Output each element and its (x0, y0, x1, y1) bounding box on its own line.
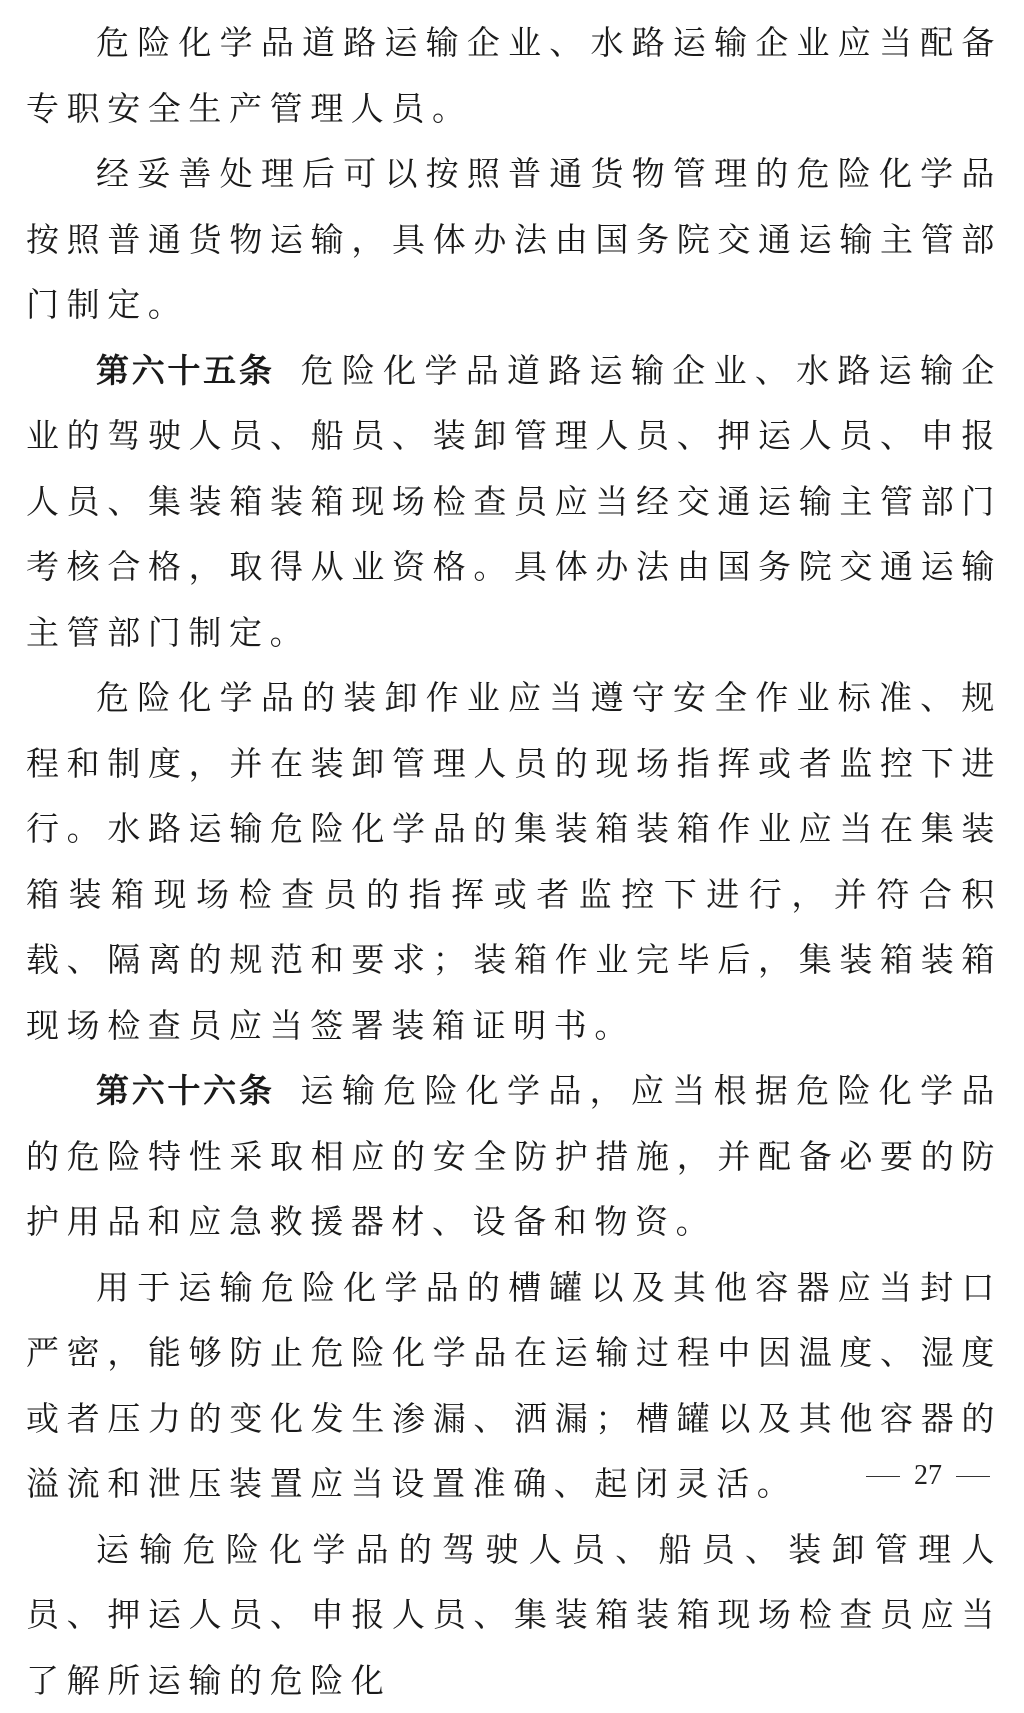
paragraph-text: 危险化学品的装卸作业应当遵守安全作业标准、规程和制度，并在装卸管理人员的现场指挥或者监控下进行。水路运输危险化学品的集装箱装箱作业应当在集装箱装箱现场检查员的指挥或者监控下进行，并符合积载、隔离的规范和要求；装箱作业完毕后，集装箱装箱现场检查员应当签署装箱证明书。 (26, 678, 1002, 1045)
article-paragraph (26, 338, 1002, 666)
paragraph-text: 经妥善处理后可以按照普通货物管理的危险化学品按照普通货物运输，具体办法由国务院交通运输主管部门制定。 (26, 154, 1002, 324)
paragraph-text: 运输危险化学品，应当根据危险化学品的危险特性采取相应的安全防护措施，并配备必要的防护用品和应急救援器材、设备和物资。 (26, 1071, 1002, 1241)
paragraph (26, 1517, 1002, 1713)
paragraph (26, 141, 1002, 338)
article-paragraph (26, 1058, 1002, 1255)
paragraph-text: 危险化学品道路运输企业、水路运输企业应当配备专职安全生产管理人员。 (26, 23, 1002, 128)
dash-right (956, 1476, 990, 1477)
dash-left (866, 1476, 900, 1477)
article-number: 第六十五条 (96, 351, 275, 390)
page-footer (866, 1460, 990, 1492)
paragraph-text: 危险化学品道路运输企业、水路运输企业的驾驶人员、船员、装卸管理人员、押运人员、申报人员、集装箱装箱现场检查员应当经交通运输主管部门考核合格，取得从业资格。具体办法由国务院交通运输主管部门制定。 (26, 351, 1002, 652)
document-body (26, 10, 1002, 1713)
paragraph-text: 运输危险化学品的驾驶人员、船员、装卸管理人员、押运人员、申报人员、集装箱装箱现场检查员应当了解所运输的危险化 (26, 1530, 1002, 1700)
article-number: 第六十六条 (96, 1071, 275, 1110)
paragraph (26, 1255, 1002, 1517)
paragraph (26, 10, 1002, 141)
paragraph-text: 用于运输危险化学品的槽罐以及其他容器应当封口严密，能够防止危险化学品在运输过程中因温度、湿度或者压力的变化发生渗漏、洒漏；槽罐以及其他容器的溢流和泄压装置应当设置准确、起闭灵活。 (26, 1268, 1002, 1504)
page-number: 27 (914, 1460, 942, 1492)
paragraph (26, 665, 1002, 1058)
